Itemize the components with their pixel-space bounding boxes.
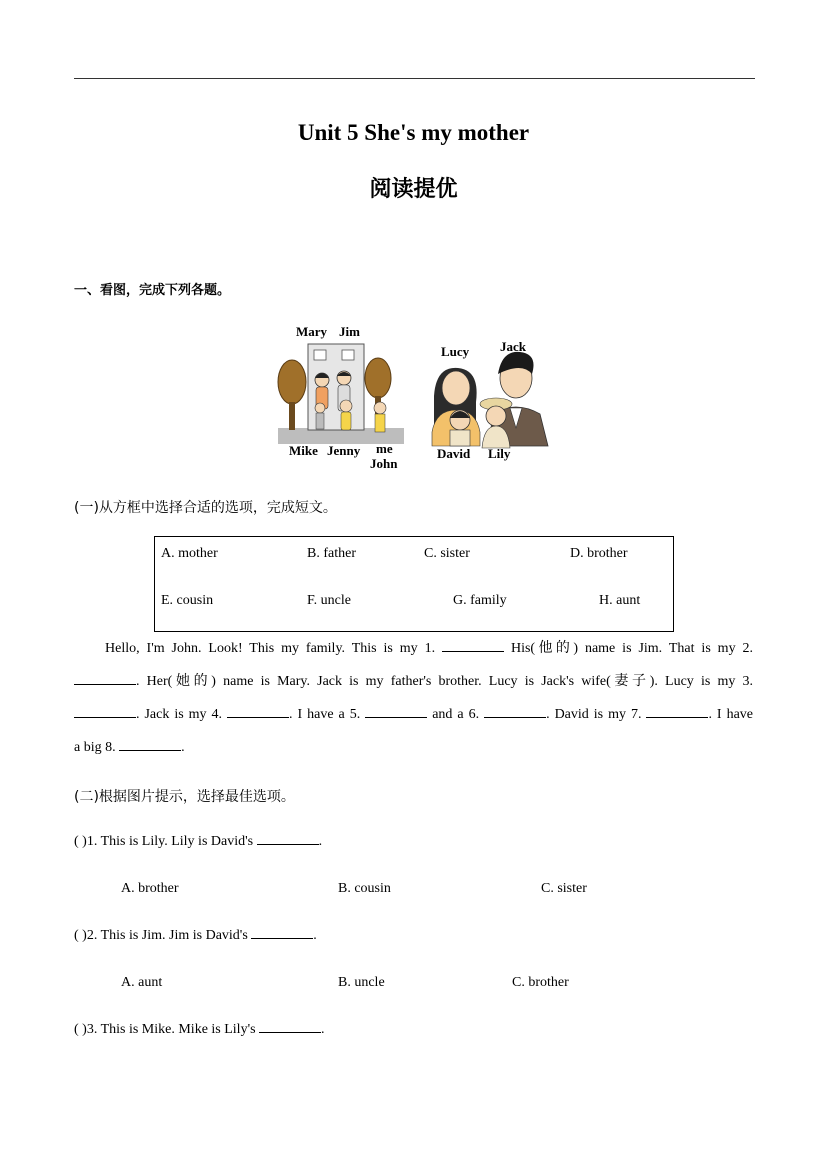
question-blank[interactable] (257, 834, 319, 845)
label-jack: Jack (500, 339, 526, 354)
blank-6[interactable] (484, 707, 546, 718)
passage-line: . Her(她的) name is Mary. Jack is my father's brother. Lucy is Jack's wife(妻子). Lucy is my 3. (74, 665, 753, 698)
john-figure (374, 402, 386, 432)
blank-7[interactable] (646, 707, 708, 718)
q2-choice-c[interactable]: C. brother (512, 975, 569, 990)
blank-2[interactable] (74, 674, 136, 685)
question-3: ( )3. This is Mike. Mike is Lily's . (74, 1022, 325, 1037)
option-box (154, 536, 674, 632)
tree-left (278, 360, 306, 404)
question-blank[interactable] (259, 1022, 321, 1033)
q2-choice-b[interactable]: B. uncle (338, 975, 385, 990)
section-heading: 一、看图，完成下列各题。 (74, 283, 231, 298)
option-h: H. aunt (599, 593, 641, 608)
blank-8[interactable] (119, 740, 181, 751)
tree-right (365, 358, 391, 398)
label-david: David (437, 446, 471, 461)
answer-slot[interactable]: ( ) (74, 1022, 87, 1037)
option-f: F. uncle (307, 593, 351, 608)
question-blank[interactable] (251, 928, 313, 939)
option-d: D. brother (570, 546, 628, 561)
q1-choice-c[interactable]: C. sister (541, 881, 587, 896)
blank-4[interactable] (227, 707, 289, 718)
option-b: B. father (307, 546, 356, 561)
answer-slot[interactable]: ( ) (74, 834, 87, 849)
label-lucy: Lucy (441, 344, 470, 359)
label-jim: Jim (339, 324, 360, 339)
passage-line: a big 8. . (74, 740, 185, 755)
page-title: Unit 5 She's my mother (297, 120, 530, 145)
mike-figure (315, 403, 325, 429)
option-a: A. mother (161, 546, 218, 561)
family-picture (276, 322, 556, 474)
header-rule (74, 78, 755, 79)
q1-choice-b[interactable]: B. cousin (338, 881, 391, 896)
part2-instruction: (二)根据图片提示，选择最佳选项。 (74, 789, 295, 805)
question-2: ( )2. This is Jim. Jim is David's . (74, 928, 317, 943)
blank-1[interactable] (442, 641, 504, 652)
option-g: G. family (453, 593, 507, 608)
jenny-figure (340, 400, 352, 430)
part1-instruction: (一)从方框中选择合适的选项，完成短文。 (74, 500, 337, 516)
question-1: ( )1. This is Lily. Lily is David's . (74, 834, 323, 849)
passage-line: Hello, I'm John. Look! This my family. This is my 1. His(他的) name is Jim. That is my 2. (105, 640, 753, 656)
blank-3[interactable] (74, 707, 136, 718)
option-c: C. sister (424, 546, 470, 561)
page-subtitle: 阅读提优 (369, 177, 458, 202)
label-lily: Lily (488, 446, 511, 461)
q1-choice-a[interactable]: A. brother (121, 881, 179, 896)
label-john: John (370, 456, 398, 471)
q2-choice-a[interactable]: A. aunt (121, 975, 163, 990)
label-mike: Mike (289, 443, 318, 458)
passage-line: . Jack is my 4. . I have a 5. and a 6. . David is my 7. . I have (74, 698, 753, 731)
label-me: me (376, 441, 393, 456)
label-mary: Mary (296, 324, 328, 339)
label-jenny: Jenny (327, 443, 361, 458)
blank-5[interactable] (365, 707, 427, 718)
option-e: E. cousin (161, 593, 214, 608)
answer-slot[interactable]: ( ) (74, 928, 87, 943)
passage (74, 632, 753, 764)
